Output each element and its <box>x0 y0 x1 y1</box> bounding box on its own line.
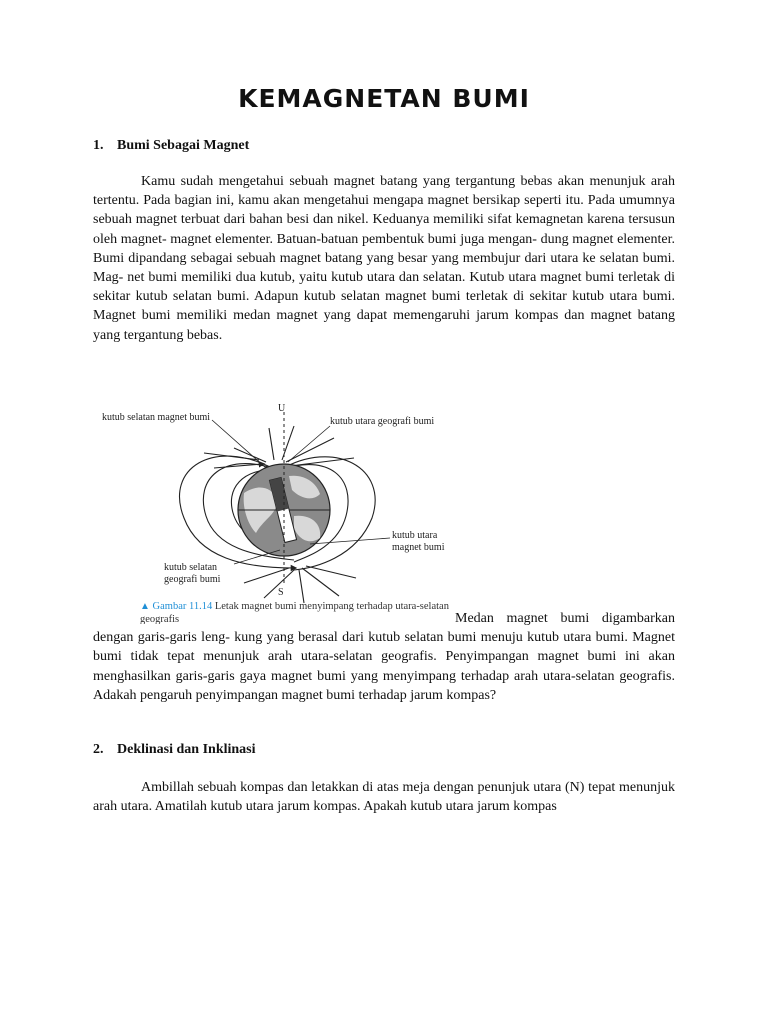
earth-magnetic-field-figure <box>94 398 456 624</box>
caption-figure-number: Gambar 11.14 <box>152 601 213 612</box>
section-1-paragraph-text: Kamu sudah mengetahui sebuah magnet batang yang tergantung bebas akan menunjuk arah tertentu. Pada bagian ini, kamu akan mengetahui mengapa magnet bersikap seperti itu. Pada umumnya sebuah magnet terbuat dari bahan besi dan nikel. Keduanya memiliki sifat kemagnetan karena tersusun oleh magnet- magnet elementer. Batuan-batuan pembentuk bumi juga mengan- dung magnet elementer. Bumi dipandang sebagai sebuah magnet batang yang besar yang membujur dari utara ke selatan bumi. Mag- net bumi memiliki dua kutub, yaitu kutub utara dan selatan. Kutub utara magnet bumi terletak di sekitar kutub selatan bumi. Adapun kutub selatan magnet bumi terletak di sekitar kutub utara bumi. Magnet bumi memiliki medan magnet yang dapat memengaruhi jarum kompas dan magnet batang yang tergantung bebas. <box>93 174 675 343</box>
section-2-heading <box>93 742 256 758</box>
section-2-paragraph <box>93 778 675 816</box>
label-magnetic-south-pole: kutub selatan magnet bumi <box>102 412 211 423</box>
section-1-heading <box>93 138 249 154</box>
leader-magnetic-north <box>310 538 390 544</box>
label-north: U <box>278 403 286 414</box>
leader-magnetic-south <box>212 420 266 468</box>
section-1-number: 1. <box>93 138 104 153</box>
page-title: KEMAGNETAN BUMI <box>238 84 530 113</box>
section-1-paragraph-after-figure-text: Medan magnet bumi digambarkan dengan garis-garis leng- kung yang berasal dari kutub selatan bumi menuju kutub utara bumi. Magnet bumi tidak tepat menunjuk arah utara-selatan geografis. Penyimpangan magnet bumi ini akan menghasilkan garis-garis gaya magnet bumi yang menyimpang terhadap arah utara-selatan geografis. Adakah pengaruh penyimpangan magnet bumi terhadap jarum kompas? <box>93 611 675 703</box>
section-2-title: Deklinasi dan Inklinasi <box>117 742 256 757</box>
earth-magnetic-field-diagram <box>94 398 456 624</box>
label-south: S <box>278 587 284 598</box>
caption-triangle-icon: ▲ <box>140 601 150 612</box>
label-geographic-south-pole-1: kutub selatan <box>164 562 218 573</box>
section-1-title: Bumi Sebagai Magnet <box>117 138 250 153</box>
section-1-paragraph <box>93 172 675 345</box>
section-2-paragraph-text: Ambillah sebuah kompas dan letakkan di atas meja dengan penunjuk utara (N) tepat menunjuk arah utara. Amatilah kutub utara jarum kompas. Apakah kutub utara jarum kompas <box>93 780 675 815</box>
section-1-paragraph-after-figure <box>93 609 675 705</box>
label-geographic-north-pole: kutub utara geografi bumi <box>330 416 435 427</box>
section-2-number: 2. <box>93 742 104 757</box>
label-geographic-south-pole-2: geografi bumi <box>164 574 221 585</box>
caption-text: Letak magnet bumi menyimpang terhadap utara-selatan geografis <box>140 601 449 624</box>
label-magnetic-north-pole-2: magnet bumi <box>392 542 445 553</box>
label-magnetic-north-pole-1: kutub utara <box>392 530 438 541</box>
